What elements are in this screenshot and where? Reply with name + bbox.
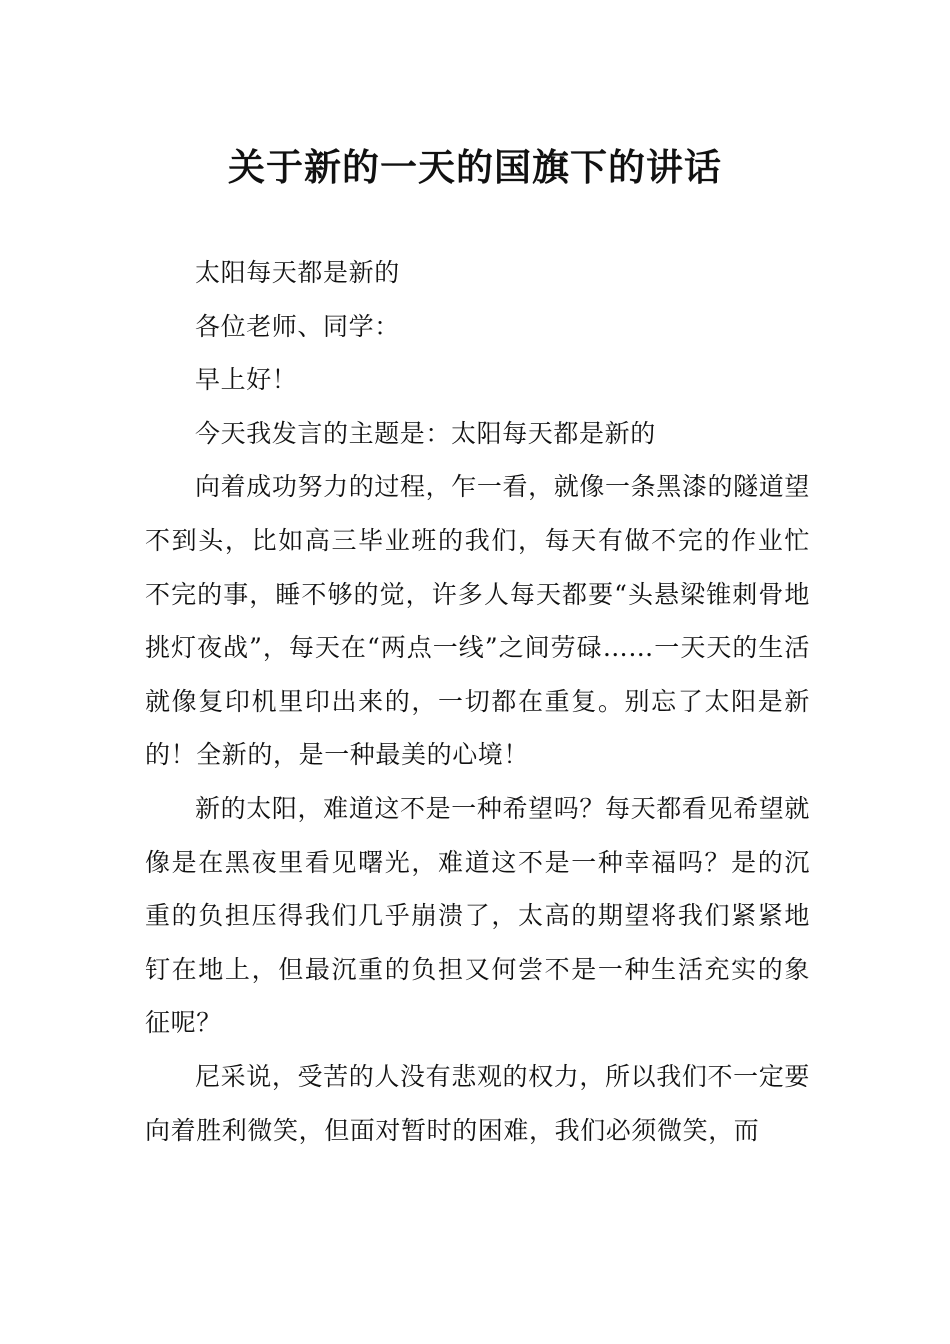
paragraph-salutation: 各位老师、同学： (195, 311, 400, 341)
paragraph-body-2: 新的太阳，难道这不是一种希望吗？每天都看见希望就像是在黑夜里看见曙光，难道这不是一种幸福吗？是的沉重的负担压得我们几乎崩溃了，太高的期望将我们紧紧地钉在地上，但最沉重的负担又何尝不是一种生活充实的象征呢？ (145, 793, 810, 1038)
paragraph-greeting: 早上好！ (195, 365, 298, 395)
document-title: 关于新的一天的国旗下的讲话 (228, 145, 722, 189)
paragraph-subtitle: 太阳每天都是新的 (195, 258, 400, 287)
document-body (145, 246, 810, 1157)
paragraph-body-3: 尼采说，受苦的人没有悲观的权力，所以我们不一定要向着胜利微笑，但面对暂时的困难，我们必须微笑，而 (145, 1061, 810, 1145)
paragraph-body-1: 向着成功努力的过程，乍一看，就像一条黑漆的隧道望不到头，比如高三毕业班的我们，每天有做不完的作业忙不完的事，睡不够的觉，许多人每天都要“头悬梁锥刺骨地挑灯夜战”，每天在“两点一线”之间劳碌……一天天的生活就像复印机里印出来的，一切都在重复。别忘了太阳是新的！全新的，是一种最美的心境！ (145, 472, 810, 770)
paragraph-topic: 今天我发言的主题是：太阳每天都是新的 (195, 418, 656, 448)
